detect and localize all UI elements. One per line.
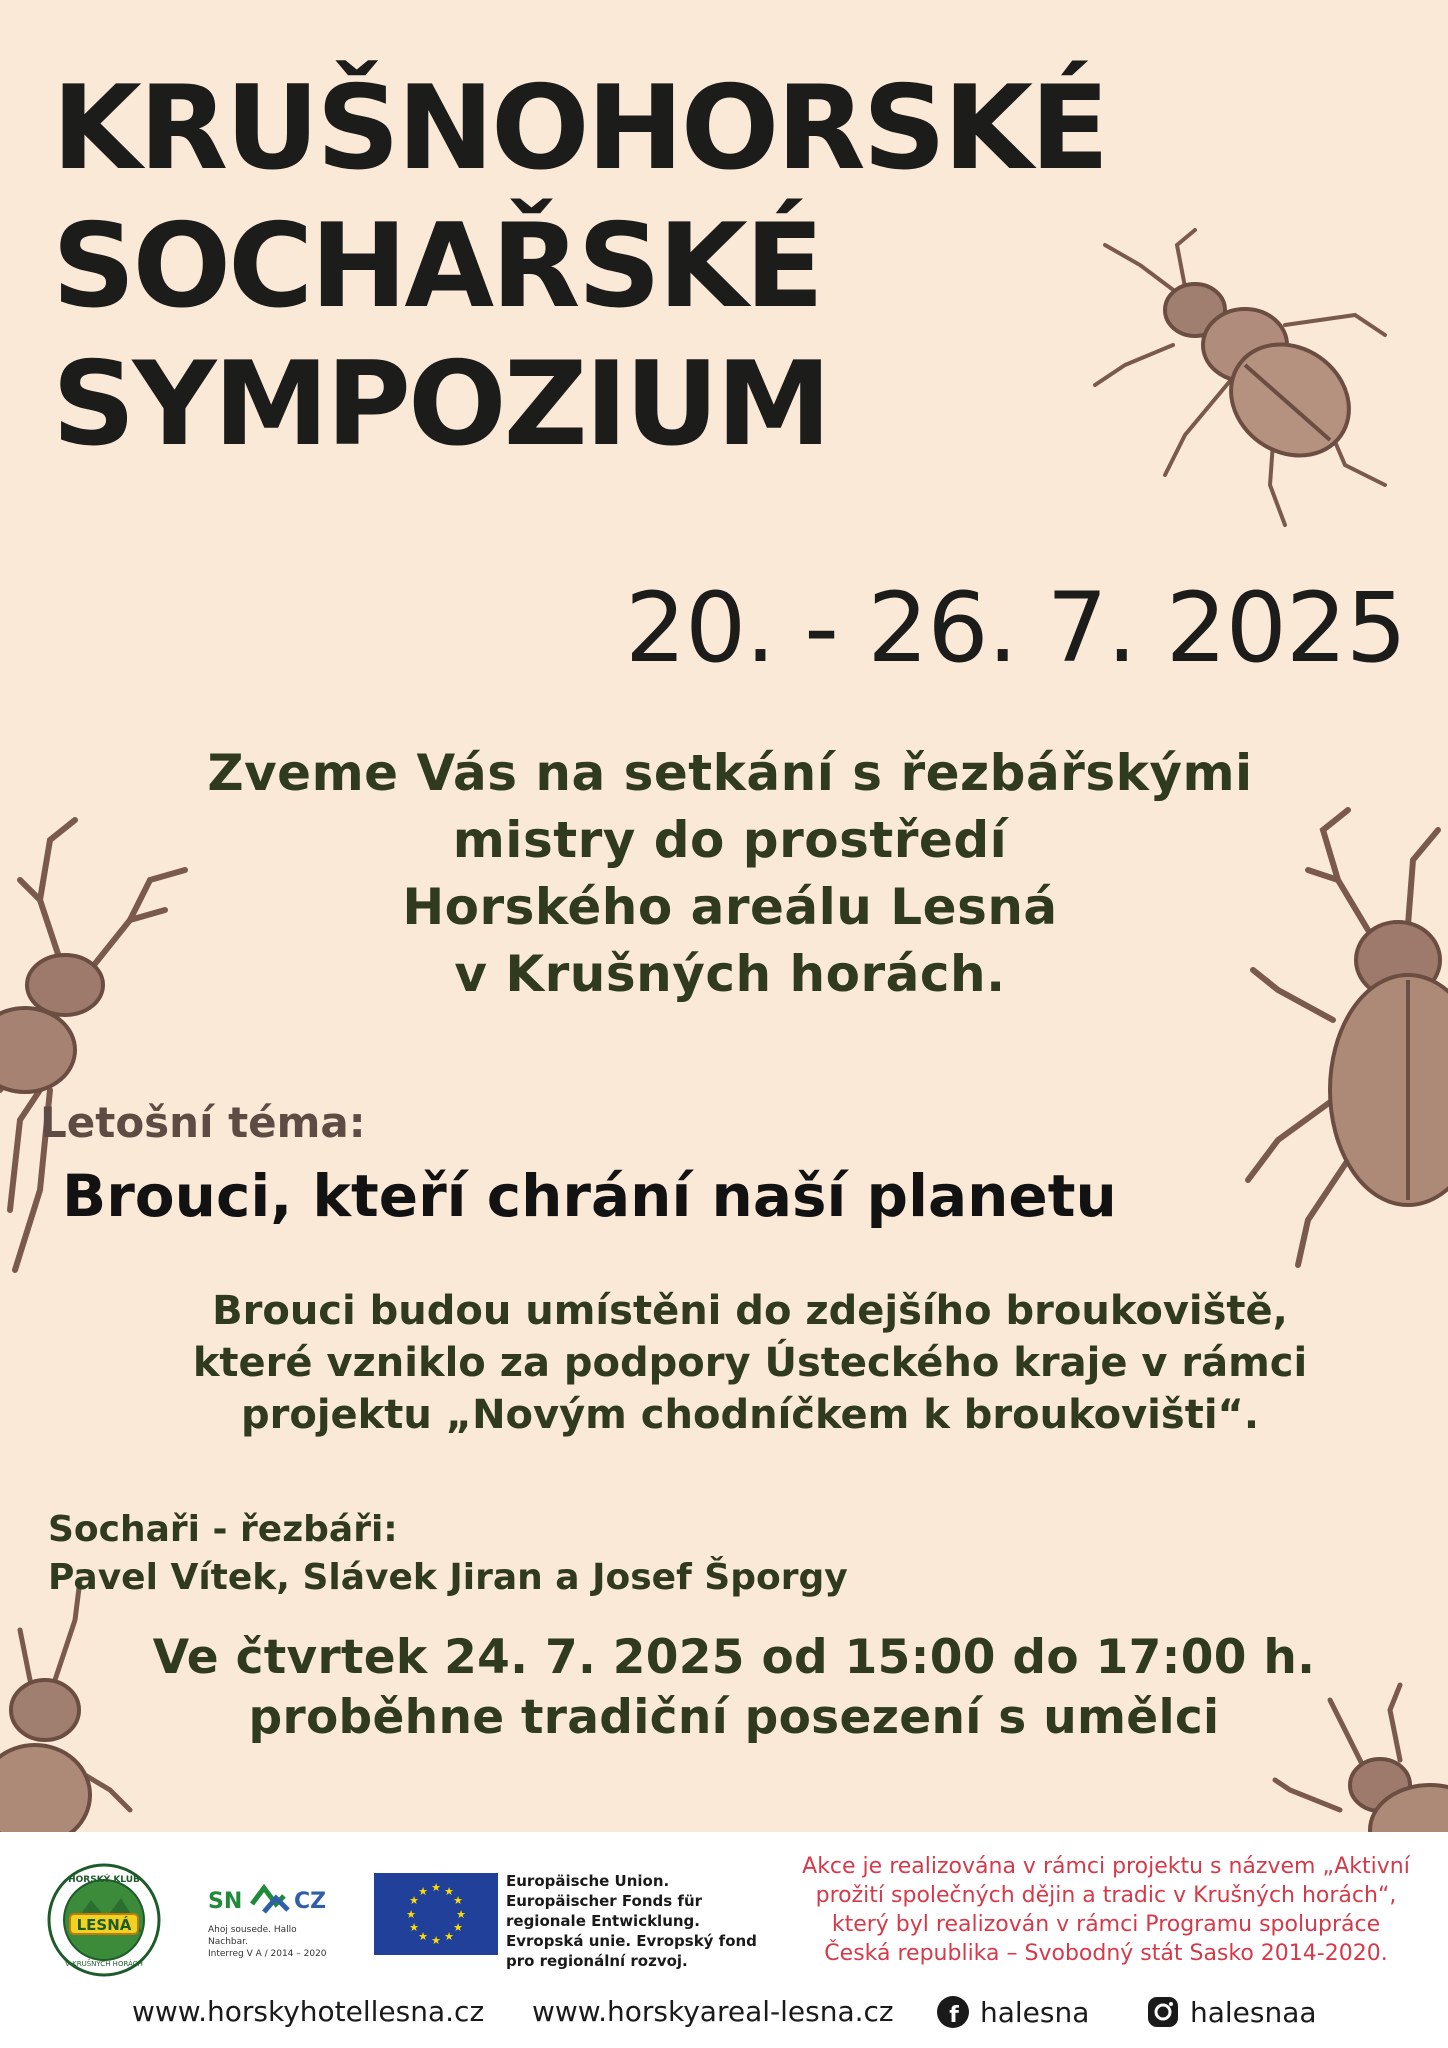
- event-date: 20. - 26. 7. 2025: [625, 572, 1406, 684]
- eu-flag: [374, 1873, 498, 1955]
- project-paragraph: [100, 1285, 1400, 1441]
- facebook-icon: [936, 1995, 970, 2029]
- sculptors-label: Sochaři - řezbáři:: [48, 1509, 398, 1550]
- svg-text:SN: SN: [208, 1889, 243, 1914]
- svg-text:V KRUŠNÝCH HORÁCH: V KRUŠNÝCH HORÁCH: [65, 1960, 143, 1968]
- title-line-1: KRUŠNOHORSKÉ: [52, 61, 1107, 196]
- project-line-4: Česká republika – Svobodný stát Sasko 2014-2020.: [824, 1941, 1388, 1966]
- project-line-1: Akce je realizována v rámci projektu s názvem „Aktivní: [802, 1854, 1410, 1879]
- interreg-caption: [208, 1924, 338, 1960]
- project-line-2: prožití společných dějin a tradic v Krušných horách“,: [815, 1883, 1397, 1908]
- sculptors-block: [48, 1506, 848, 1602]
- horsky-klub-logo: [46, 1862, 162, 1978]
- svg-text:★: ★: [456, 1908, 466, 1921]
- beetle-top-right-illustration: [1085, 225, 1395, 530]
- svg-text:★: ★: [409, 1894, 419, 1907]
- svg-text:f: f: [949, 2003, 959, 2028]
- svg-text:★: ★: [453, 1894, 463, 1907]
- invitation-text: [80, 740, 1380, 1008]
- invite-line-2: mistry do prostředí: [452, 811, 1008, 869]
- title-line-2: SOCHAŘSKÉ: [52, 199, 822, 334]
- svg-text:★: ★: [418, 1930, 428, 1943]
- interreg-caption-1: Ahoj sousede. Hallo Nachbar.: [208, 1925, 297, 1947]
- svg-text:★: ★: [406, 1908, 416, 1921]
- project-note: [776, 1852, 1436, 1968]
- title-line-3: SYMPOZIUM: [52, 337, 829, 472]
- svg-text:HORSKÝ KLUB: HORSKÝ KLUB: [68, 1875, 140, 1885]
- theme-title: Brouci, kteří chrání naší planetu: [62, 1162, 1117, 1230]
- event-line-2: proběhne tradiční posezení s umělci: [248, 1690, 1220, 1745]
- svg-text:★: ★: [453, 1921, 463, 1934]
- svg-text:LESNÁ: LESNÁ: [76, 1916, 132, 1934]
- theme-label: Letošní téma:: [40, 1098, 366, 1147]
- interreg-caption-2: Interreg V A / 2014 – 2020: [208, 1949, 327, 1959]
- interreg-sn-cz-logo: [206, 1874, 336, 1922]
- para-line-3: projektu „Novým chodníčkem k broukovišti“.: [240, 1392, 1260, 1438]
- link-areal[interactable]: www.horskyareal-lesna.cz: [532, 1995, 894, 2028]
- eu-stars-icon: [374, 1873, 498, 1955]
- event-line-1: Ve čtvrtek 24. 7. 2025 od 15:00 do 17:00 h.: [152, 1630, 1316, 1685]
- sculptors-names: Pavel Vítek, Slávek Jiran a Josef Šporgy: [48, 1557, 848, 1598]
- svg-text:★: ★: [431, 1934, 441, 1947]
- svg-text:★: ★: [431, 1881, 441, 1894]
- para-line-1: Brouci budou umístěni do zdejšího broukoviště,: [212, 1288, 1288, 1334]
- eu-fund-text: Europäische Union. Europäischer Fonds für regionale Entwicklung. Evropská unie. Evropský fond pro regionální rozvoj.: [506, 1872, 757, 1970]
- instagram-handle: halesnaa: [1190, 1995, 1317, 2029]
- instagram-link[interactable]: [1146, 1995, 1317, 2029]
- invite-line-3: Horského areálu Lesná: [402, 878, 1058, 936]
- instagram-icon: [1146, 1995, 1180, 2029]
- invite-line-1: Zveme Vás na setkání s řezbářskými: [207, 744, 1253, 802]
- link-hotel[interactable]: www.horskyhotellesna.cz: [132, 1995, 485, 2028]
- svg-text:★: ★: [444, 1885, 454, 1898]
- facebook-link[interactable]: [936, 1995, 1089, 2029]
- svg-text:★: ★: [444, 1930, 454, 1943]
- svg-text:CZ: CZ: [294, 1889, 327, 1914]
- para-line-2: které vzniklo za podpory Ústeckého kraje v rámci: [192, 1340, 1308, 1386]
- project-line-3: který byl realizován v rámci Programu spolupráce: [831, 1912, 1381, 1937]
- invite-line-4: v Krušných horách.: [454, 945, 1006, 1003]
- svg-text:★: ★: [409, 1921, 419, 1934]
- svg-text:★: ★: [418, 1885, 428, 1898]
- event-announcement: [40, 1628, 1428, 1748]
- facebook-handle: halesna: [980, 1995, 1090, 2029]
